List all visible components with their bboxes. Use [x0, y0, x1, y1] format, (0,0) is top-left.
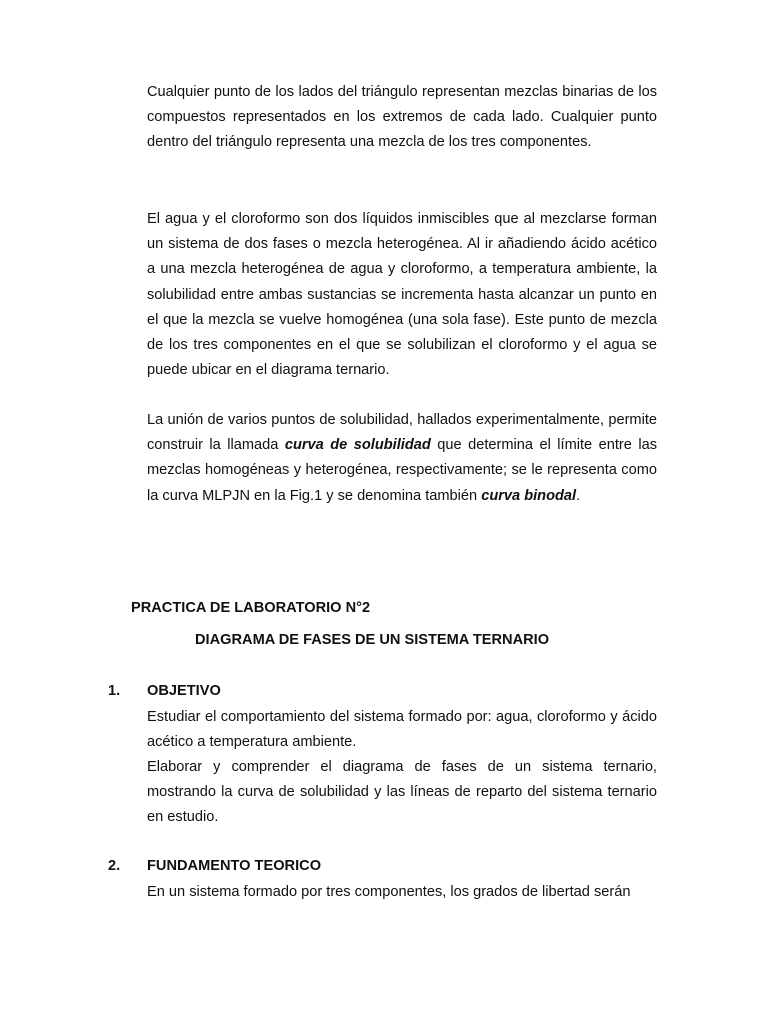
intro-paragraph-1: Cualquier punto de los lados del triángulo representan mezclas binarias de los compuestos representados en los extremos de cada lado. Cualquier punto dentro del triángulo representa una mezcla de los tres componentes.	[147, 84, 657, 151]
intro-paragraph-2: El agua y el cloroformo son dos líquidos inmiscibles que al mezclarse forman un sistema de dos fases o mezcla heterogénea. Al ir añadiendo ácido acético a una mezcla heterogénea de agua y cloroformo, a temperatura ambiente, la solubilidad entre ambas sustancias se incrementa hasta alcanzar un punto en el que la mezcla se vuelve homogénea (una sola fase). Este punto de mezcla de los tres componentes en el que se solubilizan el cloroformo y el agua se puede ubicar en el diagrama ternario.	[147, 211, 657, 379]
intro-paragraph-3-text-e: .	[576, 487, 581, 504]
section-1-paragraph-2: Elaborar y comprender el diagrama de fases de un sistema ternario, mostrando la curva de solubilidad y las líneas de reparto del sistema ternario en estudio.	[147, 759, 657, 826]
intro-paragraph-3-text-a: La unión de varios puntos de solubilidad, hallados experimentalmente, permite construir la llamada	[147, 412, 657, 454]
intro-paragraph-3	[147, 408, 657, 509]
section-1-number: 1.	[108, 683, 121, 699]
section-2-title: FUNDAMENTO TEORICO	[147, 858, 322, 874]
intro-paragraph-3-text-c: que determina el límite entre las mezclas homogéneas y heterogénea, respectivamente; se le representa como la curva MLPJN en la Fig.1 y se denomina también	[147, 437, 658, 504]
section-1-title: OBJETIVO	[147, 683, 221, 699]
practice-title: PRACTICA DE LABORATORIO N°2	[131, 600, 371, 616]
section-1-paragraph-1: Estudiar el comportamiento del sistema formado por: agua, cloroformo y ácido acético a temperatura ambiente.	[147, 709, 657, 751]
curva-de-solubilidad-term: curva de solubilidad	[284, 437, 431, 454]
practice-subtitle: DIAGRAMA DE FASES DE UN SISTEMA TERNARIO	[195, 632, 550, 648]
section-2-paragraph-1: En un sistema formado por tres componentes, los grados de libertad serán	[147, 884, 631, 900]
section-2-number: 2.	[108, 858, 121, 874]
curva-binodal-term: curva binodal	[481, 487, 577, 504]
